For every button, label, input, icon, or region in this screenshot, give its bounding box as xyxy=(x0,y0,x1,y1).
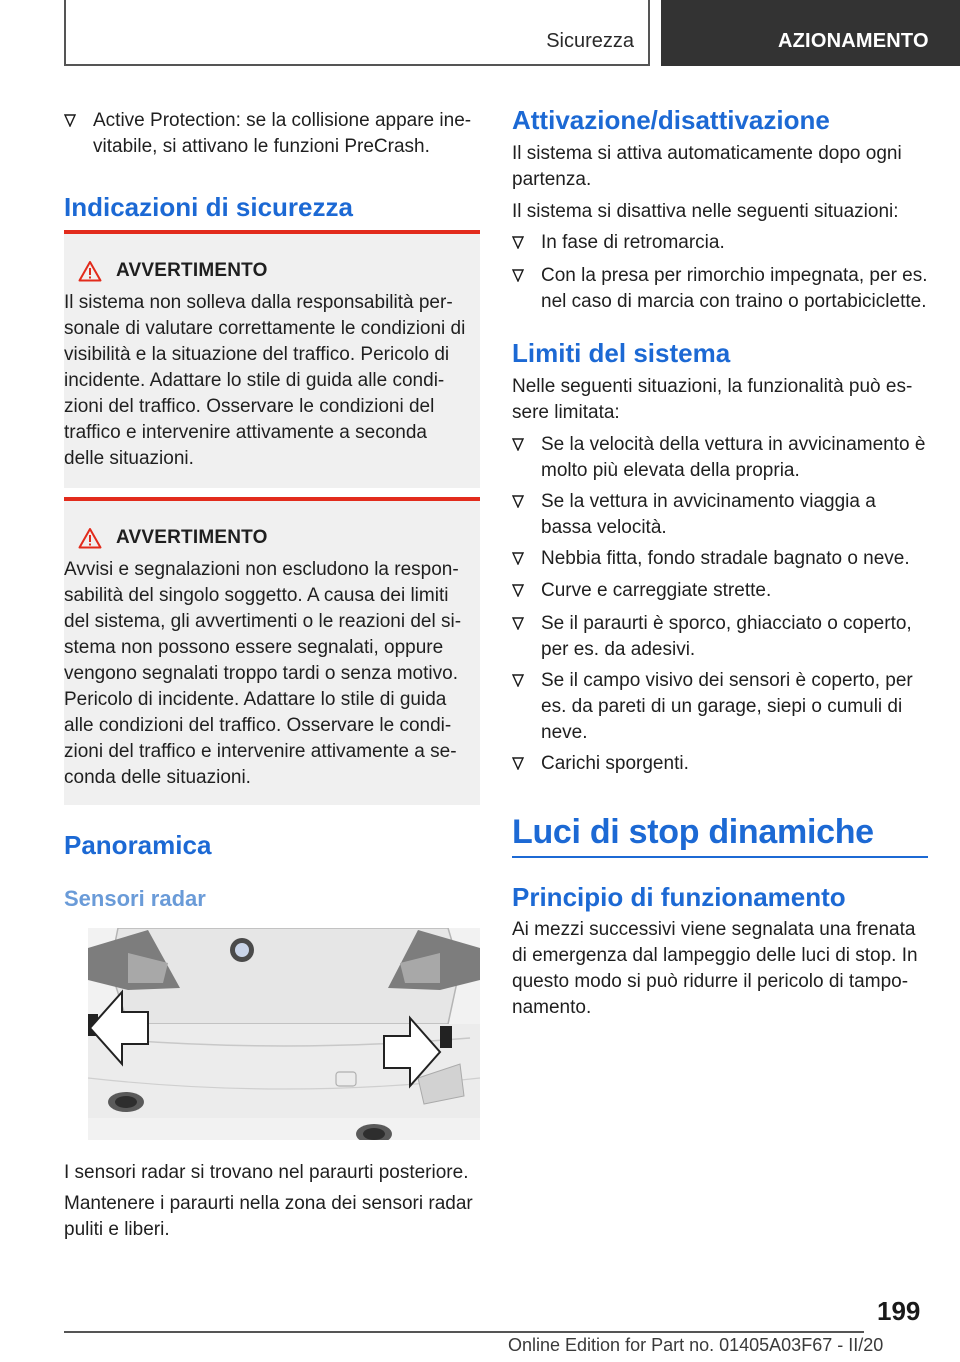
bullet-triangle-icon xyxy=(512,236,524,249)
warning-title-1: AVVERTIMENTO xyxy=(116,260,268,281)
heading-limits: Limiti del sistema xyxy=(512,338,731,368)
deactivation-text: Il sistema si disattiva nelle seguenti situazioni: xyxy=(512,201,899,222)
bullet-triangle-icon xyxy=(64,114,76,127)
warning-text-1: Il sistema non solleva dalla responsabilità per-sonale di valutare correttamente le condizioni di visibilità e la situazione del traffico. Pericolo di incidente. Adattare lo stile di guida alle condi-zioni del traffico. Osservare le condizioni del traffico e intervenire attivamente a seconda delle situazioni. xyxy=(64,292,466,469)
warning-box-2 xyxy=(64,497,480,805)
warning-text-2: Avvisi e segnalazioni non escludono la respon-sabilità del singolo soggetto. A causa dei limiti del sistema, gli avvertimenti o le reazioni del si-stema non possono essere segnalati, oppure vengono segnalati troppo tardi o senza motivo. Pericolo di incidente. Adattare lo stile di guida alle condizioni del traffico. Osservare le condi-zioni del traffico e intervenire attivamente a se-conda delle situazioni. xyxy=(64,559,462,788)
bullet-triangle-icon xyxy=(512,552,524,565)
activation-text: Il sistema si attiva automaticamente dopo ogni partenza. xyxy=(512,143,902,190)
footer-divider xyxy=(64,1331,864,1333)
bullet-triangle-icon xyxy=(512,495,524,508)
list-item: Se il paraurti è sporco, ghiacciato o coperto, per es. da adesivi. xyxy=(512,611,928,663)
bullet-triangle-icon xyxy=(512,438,524,451)
list-item: Carichi sporgenti. xyxy=(512,751,928,777)
heading-stoplights: Luci di stop dinamiche xyxy=(512,813,874,851)
header-chapter-title: AZIONAMENTO xyxy=(778,30,929,52)
radar-maintenance-text: Mantenere i paraurti nella zona dei sensori radar puliti e liberi. xyxy=(64,1193,473,1240)
list-item: Curve e carreggiate strette. xyxy=(512,578,928,604)
heading-safety: Indicazioni di sicurezza xyxy=(64,192,353,222)
list-item: Con la presa per rimorchio impegnata, per es. nel caso di marcia con traino o portabiciclette. xyxy=(512,263,928,315)
list-item: Se la vettura in avvicinamento viaggia a bassa velocità. xyxy=(512,489,928,541)
header-section-box xyxy=(64,0,650,66)
bullet-triangle-icon xyxy=(512,674,524,687)
page-number: 199 xyxy=(877,1296,921,1326)
radar-location-text: I sensori radar si trovano nel paraurti posteriore. xyxy=(64,1162,469,1183)
car-rear-illustration xyxy=(88,928,480,1140)
warning-title-2: AVVERTIMENTO xyxy=(116,527,268,548)
bullet-triangle-icon xyxy=(512,584,524,597)
bullet-triangle-icon xyxy=(512,269,524,282)
heading-underline xyxy=(512,856,928,858)
heading-activation: Attivazione/disattivazione xyxy=(512,105,830,135)
list-item: In fase di retromarcia. xyxy=(512,230,928,256)
subheading-radar: Sensori radar xyxy=(64,886,206,911)
list-item: Nebbia fitta, fondo stradale bagnato o neve. xyxy=(512,546,928,572)
list-item: Se la velocità della vettura in avvicinamento è molto più elevata della propria. xyxy=(512,432,928,484)
header-chapter-box xyxy=(661,0,960,66)
list-item: Se il campo visivo dei sensori è coperto, per es. da pareti di un garage, siepi o cumuli di neve. xyxy=(512,668,928,746)
header-section-title: Sicurezza xyxy=(546,30,634,52)
warning-box-1 xyxy=(64,230,480,488)
limits-text: Nelle seguenti situazioni, la funzionalità può es-sere limitata: xyxy=(512,376,913,423)
heading-overview: Panoramica xyxy=(64,830,212,860)
warning-triangle-icon xyxy=(78,260,102,282)
bullet-triangle-icon xyxy=(512,617,524,630)
intro-bullet: Active Protection: se la collisione appare ine-vitabile, si attivano le funzioni PreCrash. xyxy=(64,108,480,160)
bullet-triangle-icon xyxy=(512,757,524,770)
footer-edition: Online Edition for Part no. 01405A03F67 - II/20 xyxy=(508,1335,884,1355)
warning-triangle-icon xyxy=(78,527,102,549)
heading-principle: Principio di funzionamento xyxy=(512,882,846,912)
principle-text: Ai mezzi successivi viene segnalata una frenata di emergenza dal lampeggio delle luci di stop. In questo modo si può ridurre il pericolo di tampo-namento. xyxy=(512,919,918,1018)
